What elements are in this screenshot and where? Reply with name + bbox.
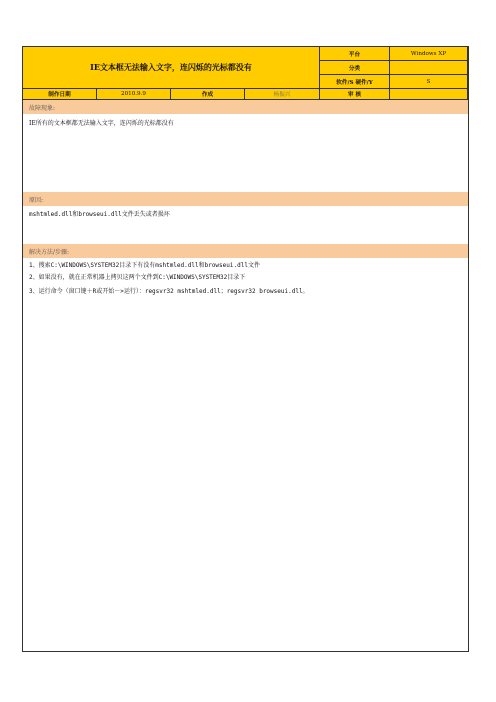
date-label: 制作日期 [23,89,97,100]
cause-heading: 原因: [23,192,468,206]
symptom-text: IE所有的文本框都无法输入文字，连闪烁的光标都没有 [29,120,174,127]
fault-report-sheet [22,46,469,652]
solution-heading: 解决方法/步骤: [23,244,468,258]
category-label: 分类 [320,61,390,75]
solution-step-2: 2、如果没有，就在正常机器上拷贝这两个文件到C:\WINDOWS\SYSTEM32目录下 [29,274,246,281]
platform-label: 平台 [320,47,390,61]
category-value [390,61,468,75]
software-hardware-label: 软件/S 硬件/Y [320,75,390,89]
solution-step-1: 1、搜索C:\WINDOWS\SYSTEM32目录下有没有mshtmled.dll和browseui.dll文件 [29,262,260,269]
platform-value: Windows XP [390,47,468,61]
symptom-heading: 故障现象: [23,100,468,114]
review-value [390,89,468,100]
software-hardware-value: S [390,75,468,89]
author-label: 作成 [171,89,245,100]
author-value: 杨振兴 [245,89,320,100]
cause-text: mshtmled.dll和browseui.dll文件丢失或者损坏 [29,211,170,218]
date-value: 2010.9.9 [97,89,171,100]
solution-step-3: 3、运行命令（窗口键＋R或开始－>运行）：regsvr32 mshtmled.dll；regsvr32 browseui.dll。 [29,288,309,295]
review-label: 审 核 [320,89,390,100]
report-title: IE文本框无法输入文字，连闪烁的光标都没有 [23,47,320,89]
